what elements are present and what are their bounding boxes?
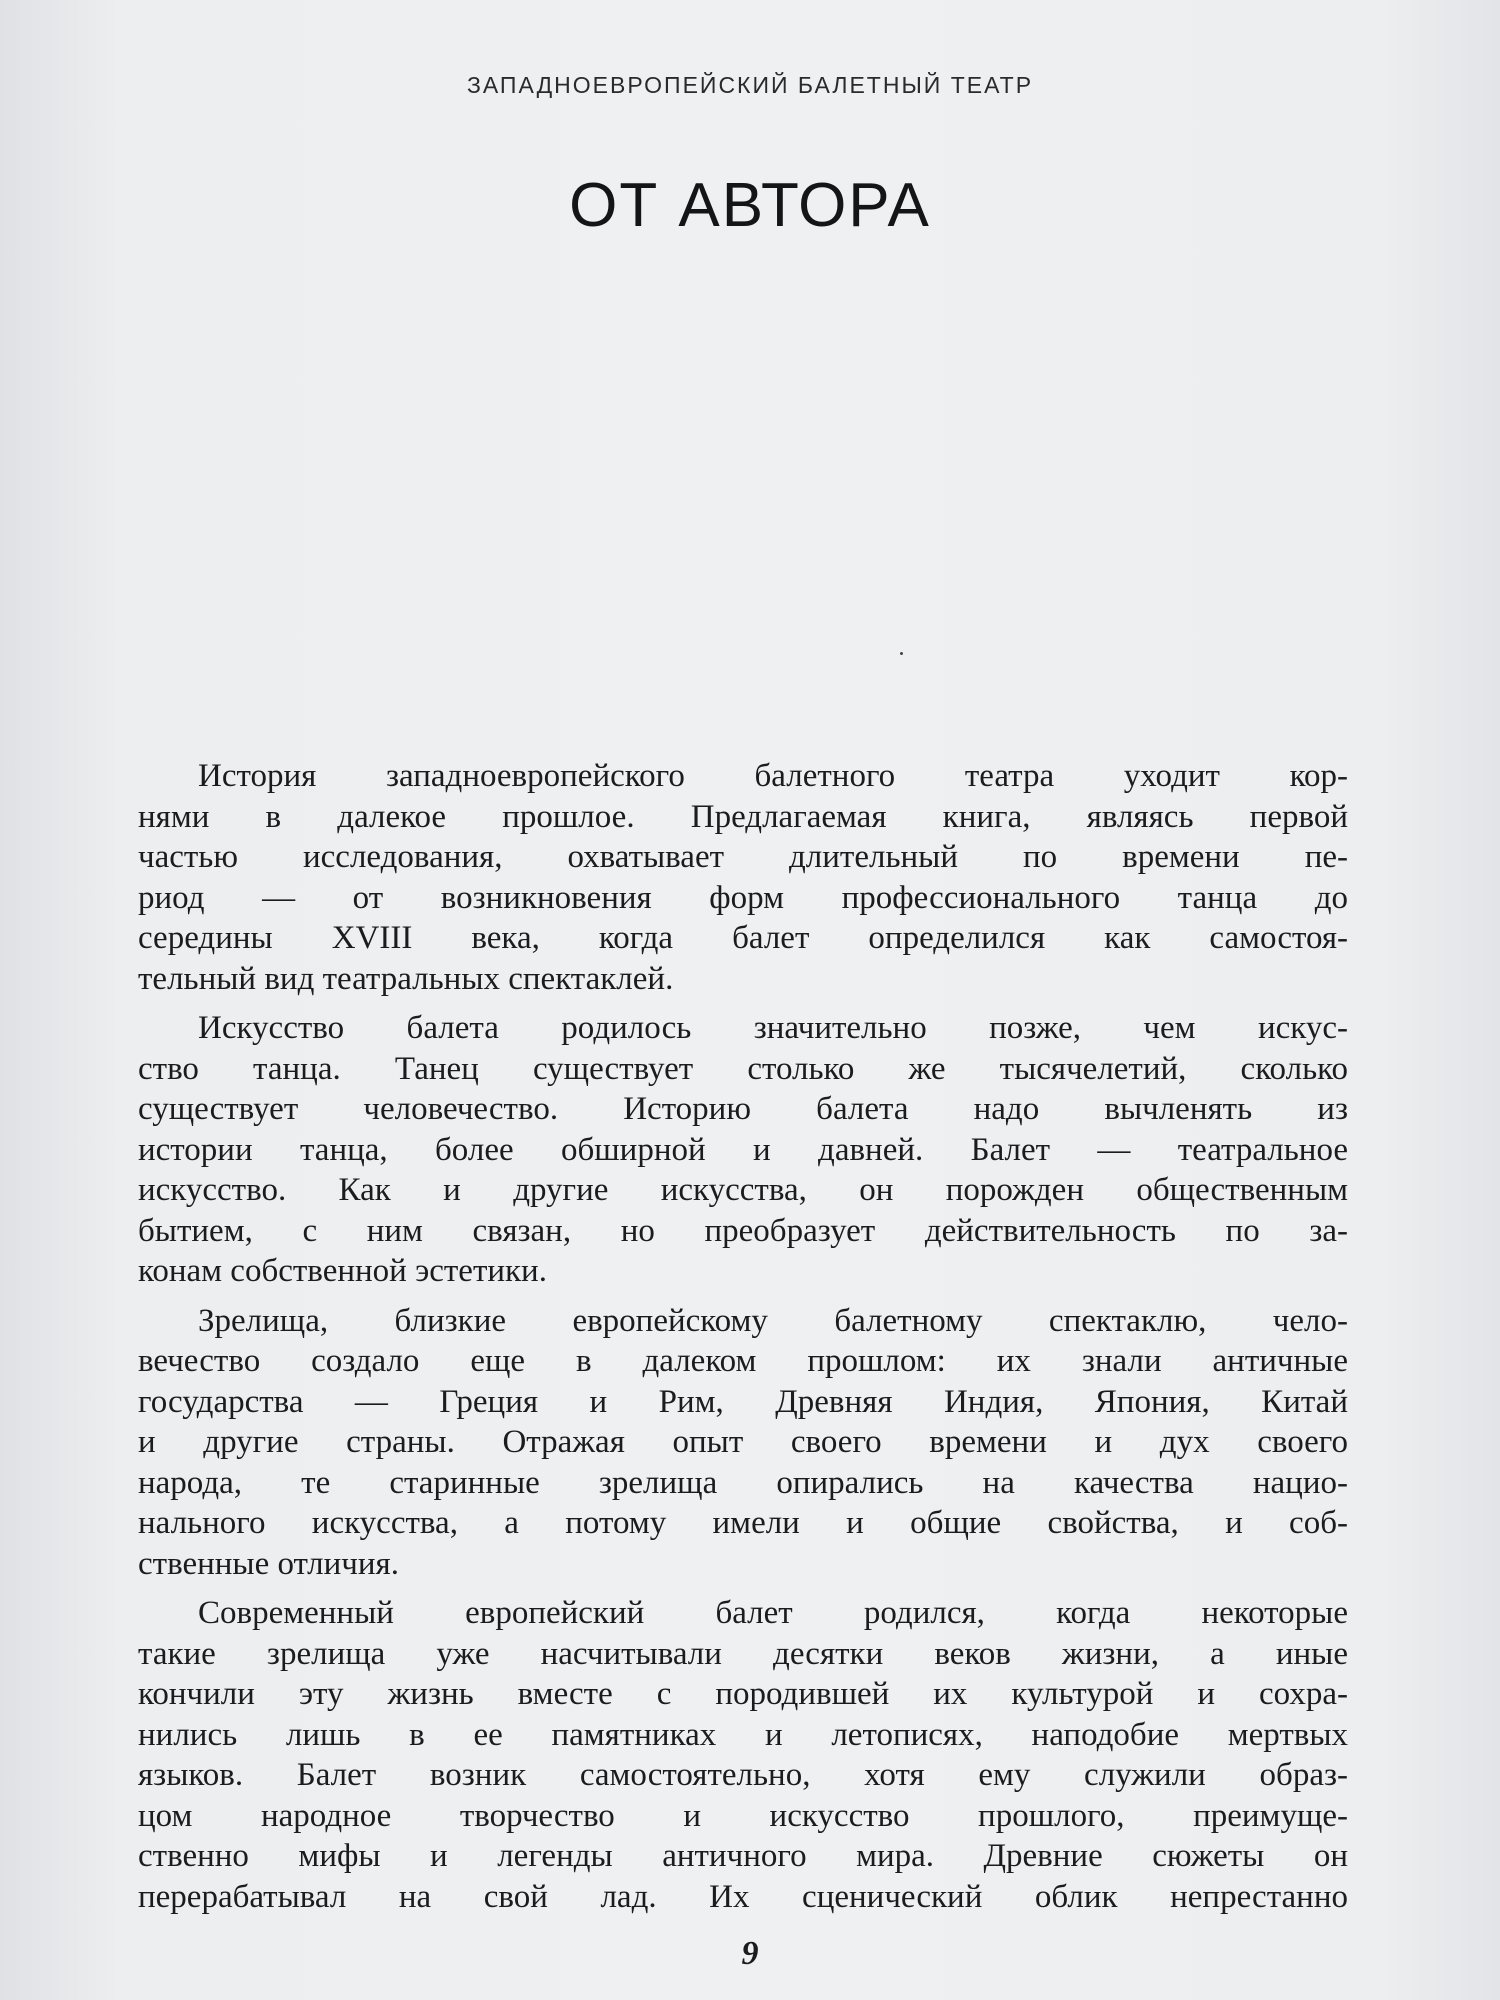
text-line: бытием, с ним связан, но преобразует действительность по за-	[138, 1212, 1348, 1249]
ink-speck	[900, 652, 903, 655]
text-line: перерабатывал на свой лад. Их сценический облик непрестанно	[138, 1878, 1348, 1915]
text-line: ственно мифы и легенды античного мира. Древние сюжеты он	[138, 1838, 1348, 1874]
text-line: народа, те старинные зрелища опирались на качества нацио-	[138, 1464, 1348, 1501]
text-line: искусство. Как и другие искусства, он порожден общественным	[138, 1172, 1348, 1208]
text-line: вечество создало еще в далеком прошлом: их знали античные	[138, 1343, 1348, 1379]
text-line: цом народное творчество и искусство прошлого, преимуще-	[138, 1797, 1348, 1834]
paragraph-1	[138, 756, 1348, 999]
text-line: тельный вид театральных спектаклей.	[138, 960, 674, 997]
paragraph-gap	[138, 1584, 1348, 1593]
text-line: конам собственной эстетики.	[138, 1253, 547, 1289]
text-line: нями в далекое прошлое. Предлагаемая книга, являясь первой	[138, 798, 1348, 835]
paragraph-2	[138, 1008, 1348, 1292]
text-line: кончили эту жизнь вместе с породившей их культурой и сохра-	[138, 1676, 1348, 1712]
paragraph-gap	[138, 1292, 1348, 1301]
body-text	[138, 756, 1348, 1917]
chapter-title: ОТ АВТОРА	[569, 171, 931, 240]
text-line: ственные отличия.	[138, 1545, 399, 1582]
text-line: языков. Балет возник самостоятельно, хотя ему служили образ-	[138, 1757, 1348, 1793]
text-line: Искусство балета родилось значительно позже, чем искус-	[198, 1010, 1348, 1046]
text-line: нального искусства, а потому имели и общие свойства, и соб-	[138, 1505, 1348, 1541]
text-line: нились лишь в ее памятниках и летописях, наподобие мертвых	[138, 1716, 1348, 1753]
text-line: такие зрелища уже насчитывали десятки веков жизни, а иные	[138, 1635, 1348, 1672]
text-line: частью исследования, охватывает длительный по времени пе-	[138, 839, 1348, 875]
text-line: и другие страны. Отражая опыт своего времени и дух своего	[138, 1424, 1348, 1460]
text-line: Современный европейский балет родился, когда некоторые	[198, 1595, 1348, 1631]
text-line: государства — Греция и Рим, Древняя Индия, Япония, Китай	[138, 1383, 1348, 1420]
text-line: истории танца, более обширной и давней. Балет — театральное	[138, 1131, 1348, 1168]
page-number: 9	[741, 1935, 759, 1972]
text-line: ство танца. Танец существует столько же тысячелетий, сколько	[138, 1050, 1348, 1087]
paragraph-4	[138, 1593, 1348, 1917]
paragraph-3	[138, 1301, 1348, 1585]
text-line: середины XVIII века, когда балет определился как самостоя-	[138, 920, 1348, 956]
text-line: История западноевропейского балетного театра уходит кор-	[198, 758, 1348, 794]
running-head: ЗАПАДНОЕВРОПЕЙСКИЙ БАЛЕТНЫЙ ТЕАТР	[466, 72, 1034, 98]
text-line: Зрелища, близкие европейскому балетному спектаклю, чело-	[198, 1302, 1348, 1339]
text-line: риод — от возникновения форм профессионального танца до	[138, 879, 1348, 916]
text-line: существует человечество. Историю балета надо вычленять из	[138, 1091, 1348, 1127]
paragraph-gap	[138, 999, 1348, 1008]
